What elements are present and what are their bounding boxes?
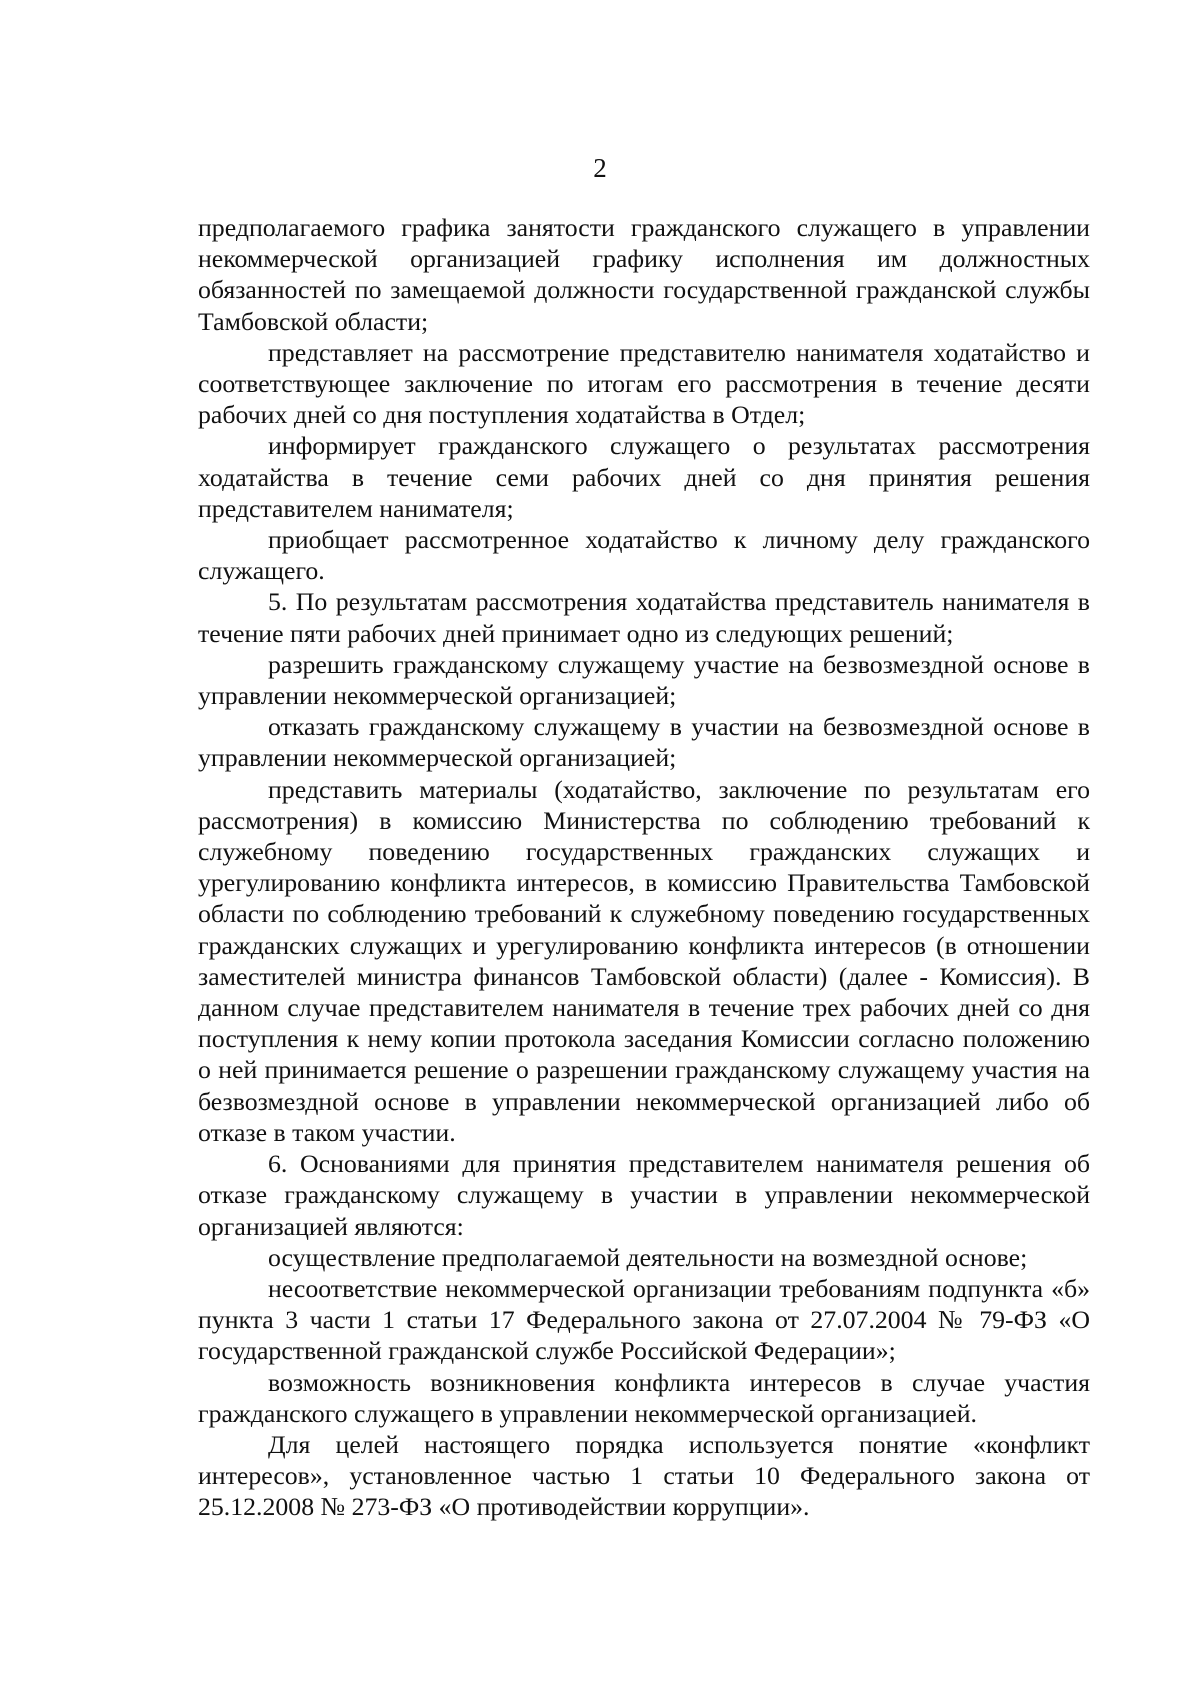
paragraph-item-5: 5. По результатам рассмотрения ходатайства представитель нанимателя в течение пяти рабочих дней принимает одно из следующих решений; [198,587,1090,648]
paragraph-decision-refuse: отказать гражданскому служащему в участии на безвозмездной основе в управлении некоммерческой организацией; [198,712,1090,773]
paragraph-ground-noncompliance: несоответствие некоммерческой организации требованиям подпункта «б» пункта 3 части 1 статьи 17 Федерального закона от 27.07.2004 № 79-ФЗ «О государственной гражданской службе Российской Федерации»; [198,1273,1090,1366]
paragraph-schedule-continuation: предполагаемого графика занятости гражданского служащего в управлении некоммерческой организацией графику исполнения им должностных обязанностей по замещаемой должности государственной гражданской службы Тамбовской области; [198,213,1090,336]
paragraph-decision-commission: представить материалы (ходатайство, заключение по результатам его рассмотрения) в комиссию Министерства по соблюдению требований к служебному поведению государственных гражданских служащих и урегулированию конфликта интересов, в комиссию Правительства Тамбовской области по соблюдению требований к служебному поведению государственных гражданских служащих и урегулированию конфликта интересов (в отношении заместителей министра финансов Тамбовской области) (далее - Комиссия). В данном случае представителем нанимателя в течение трех рабочих дней со дня поступления к нему копии протокола заседания Комиссии согласно положению о ней принимается решение о разрешении гражданскому служащему участия на безвозмездной основе в управлении некоммерческой организацией либо об отказе в таком участии. [198,774,1090,1147]
paragraph-attaches-to-file: приобщает рассмотренное ходатайство к личному делу гражданского служащего. [198,525,1090,586]
paragraph-ground-conflict: возможность возникновения конфликта интересов в случае участия гражданского служащего в управлении некоммерческой организацией. [198,1367,1090,1428]
paragraph-decision-allow: разрешить гражданскому служащему участие на безвозмездной основе в управлении некоммерческой организацией; [198,649,1090,711]
paragraph-submits-petition: представляет на рассмотрение представителю нанимателя ходатайство и соответствующее заключение по итогам его рассмотрения в течение десяти рабочих дней со дня поступления ходатайства в Отдел; [198,337,1090,430]
paragraph-definition-conflict: Для целей настоящего порядка используется понятие «конфликт интересов», установленное частью 1 статьи 10 Федерального закона от 25.12.2008 № 273-ФЗ «О противодействии коррупции». [198,1429,1090,1522]
document-body [198,212,1090,1523]
paragraph-item-6: 6. Основаниями для принятия представителем нанимателя решения об отказе гражданскому служащему в участии в управлении некоммерческой организацией являются: [198,1149,1090,1241]
paragraph-ground-paid-basis: осуществление предполагаемой деятельности на возмездной основе; [268,1242,1028,1272]
paragraph-informs-employee: информирует гражданского служащего о результатах рассмотрения ходатайства в течение семи рабочих дней со дня принятия решения представителем нанимателя; [198,431,1090,523]
page-number: 2 [593,153,607,183]
